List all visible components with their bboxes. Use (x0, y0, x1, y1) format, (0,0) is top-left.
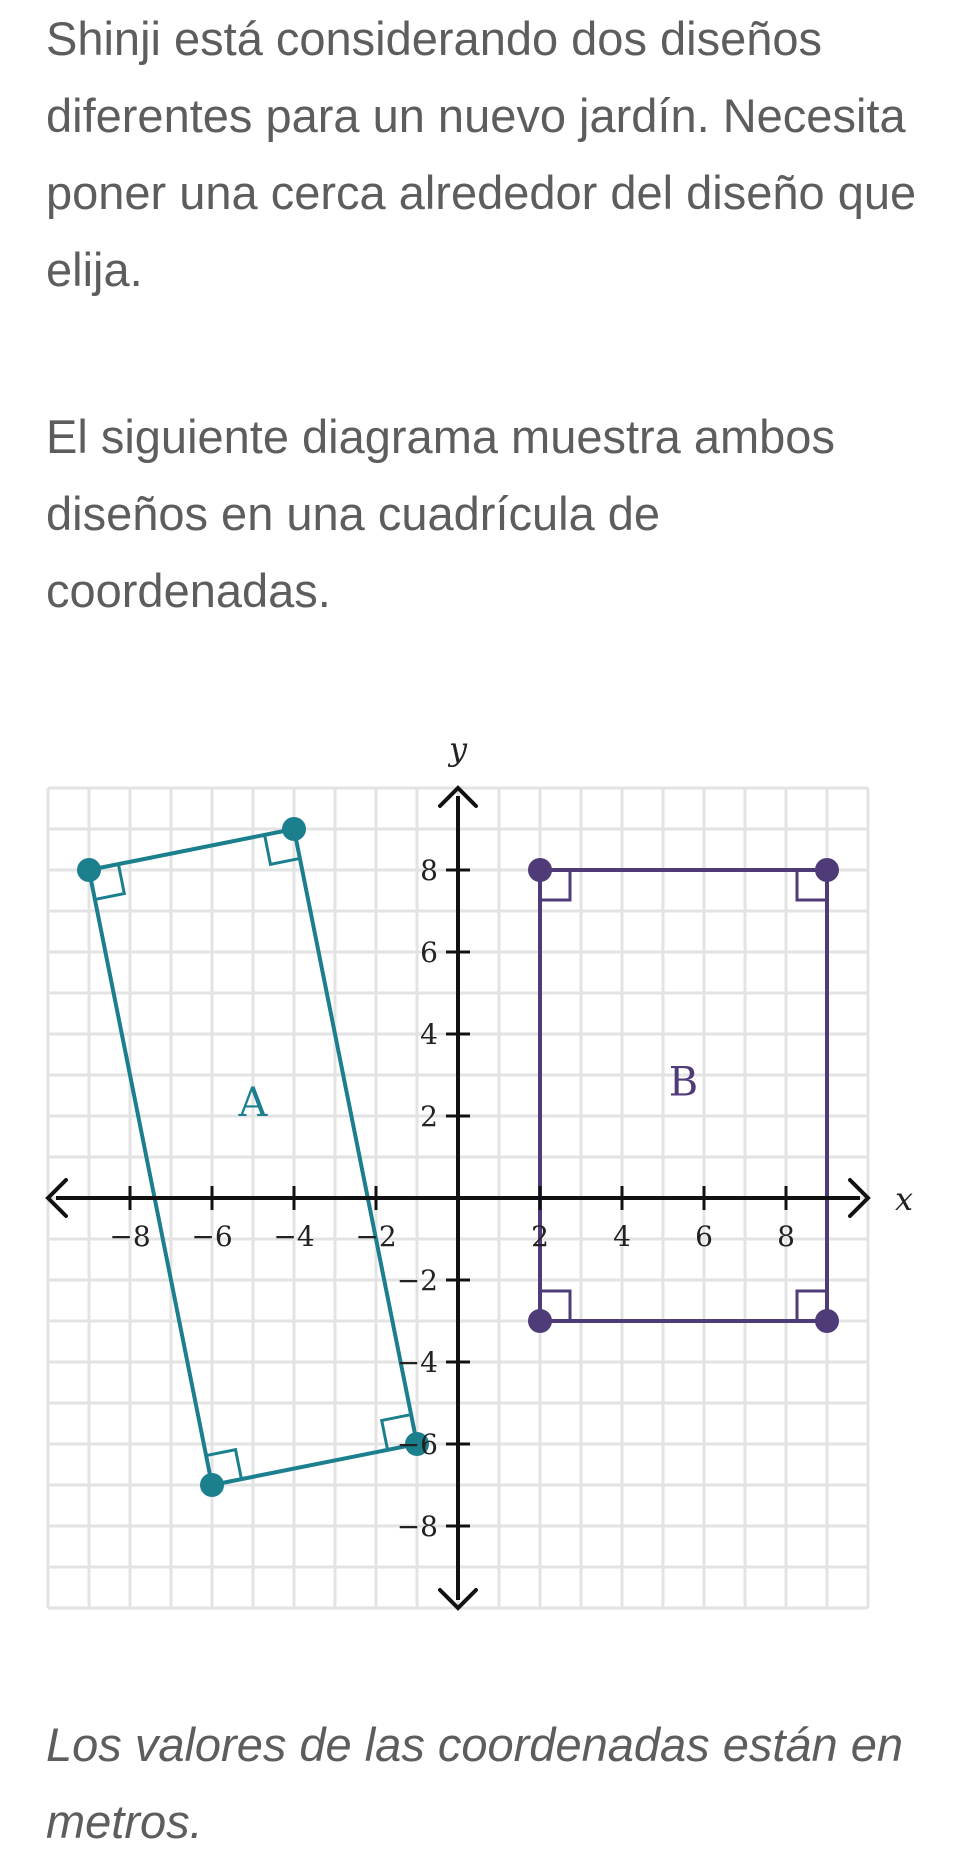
shape-label-B: B (668, 1059, 699, 1106)
paragraph-diagram-description: El siguiente diagrama muestra ambos diseños en una cuadrícula de coordenadas. (46, 410, 835, 617)
x-tick-label: −2 (355, 1220, 397, 1253)
y-tick-label: −4 (396, 1346, 438, 1379)
y-tick-label: −2 (396, 1264, 438, 1297)
x-tick-label: 6 (695, 1220, 713, 1253)
labels (109, 730, 913, 1543)
vertex-point (815, 1309, 839, 1333)
x-tick-label: −8 (109, 1220, 151, 1253)
y-tick-label: 4 (420, 1018, 438, 1051)
vertex-point (200, 1473, 224, 1497)
y-tick-label: −6 (396, 1428, 438, 1461)
x-tick-label: 2 (531, 1220, 549, 1253)
x-tick-label: 4 (613, 1220, 631, 1253)
x-tick-label: −6 (191, 1220, 233, 1253)
y-tick-label: −8 (396, 1510, 438, 1543)
vertex-point (815, 858, 839, 882)
y-tick-label: 8 (420, 854, 438, 887)
shape-label-A: A (238, 1080, 268, 1126)
x-tick-label: −4 (273, 1220, 315, 1253)
paragraph-intro: Shinji está considerando dos diseños diferentes para un nuevo jardín. Necesita poner una cerca alrededor del diseño que elija. (46, 12, 917, 296)
vertex-point (282, 817, 306, 841)
coordinate-plane (0, 720, 955, 1640)
vertex-point (528, 858, 552, 882)
units-note: Los valores de las coordenadas están en metros. (46, 1718, 904, 1848)
x-tick-label: 8 (777, 1220, 795, 1253)
y-axis-label: y (448, 730, 468, 768)
vertex-point (77, 858, 101, 882)
y-tick-label: 6 (420, 936, 438, 969)
vertex-point (528, 1309, 552, 1333)
y-tick-label: 2 (420, 1100, 438, 1133)
x-axis-label: x (894, 1180, 914, 1218)
